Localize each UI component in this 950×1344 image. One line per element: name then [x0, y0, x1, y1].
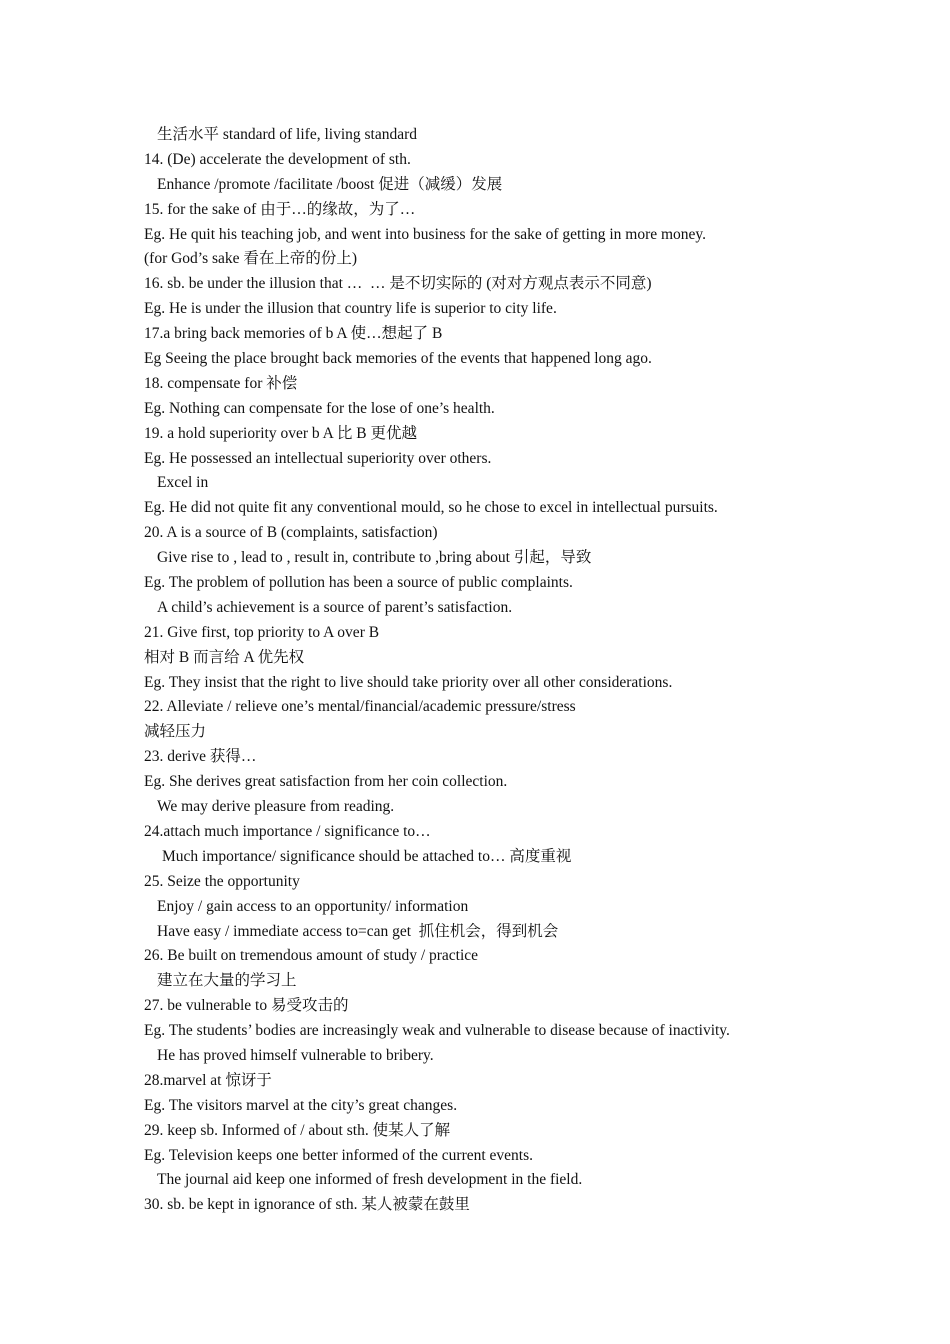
text-line: 17.a bring back memories of b A 使…想起了 B	[144, 325, 443, 343]
text-line: Eg. The visitors marvel at the city’s great changes.	[144, 1096, 458, 1114]
text-line: 19. a hold superiority over b A 比 B 更优越	[144, 424, 417, 442]
text-line: 建立在大量的学习上	[157, 972, 297, 990]
text-line: 18. compensate for 补偿	[144, 374, 298, 392]
text-line: Eg. Television keeps one better informed of the current events.	[144, 1146, 534, 1164]
text-line: He has proved himself vulnerable to bribery.	[157, 1046, 434, 1064]
text-line: 27. be vulnerable to 易受攻击的	[144, 997, 349, 1015]
text-line: Eg. He possessed an intellectual superiority over others.	[144, 449, 492, 467]
text-line: We may derive pleasure from reading.	[157, 798, 395, 816]
text-line: Excel in	[157, 474, 209, 492]
text-line: 24.attach much importance / significance to…	[144, 822, 431, 840]
text-line: 26. Be built on tremendous amount of study / practice	[144, 947, 479, 965]
text-line: Eg. She derives great satisfaction from her coin collection.	[144, 773, 508, 791]
text-line: Eg. They insist that the right to live should take priority over all other considerations.	[144, 673, 673, 691]
text-line: Much importance/ significance should be attached to… 高度重视	[162, 847, 572, 865]
document-body	[144, 123, 924, 1218]
text-line: 14. (De) accelerate the development of sth.	[144, 150, 411, 168]
text-line: 30. sb. be kept in ignorance of sth. 某人被蒙在鼓里	[144, 1196, 470, 1214]
text-line: Enhance /promote /facilitate /boost 促进（减缓）发展	[157, 175, 503, 193]
text-line: Give rise to , lead to , result in, contribute to ,bring about 引起，导致	[157, 549, 592, 567]
text-line: 减轻压力	[144, 723, 207, 741]
text-line: 16. sb. be under the illusion that … … 是不切实际的 (对对方观点表示不同意)	[144, 275, 652, 293]
text-line: Eg. He is under the illusion that country life is superior to city life.	[144, 300, 557, 318]
text-line: 15. for the sake of 由于…的缘故，为了…	[144, 200, 416, 218]
text-line: Have easy / immediate access to=can get 抓住机会，得到机会	[157, 922, 559, 940]
text-line: 29. keep sb. Informed of / about sth. 使某人了解	[144, 1121, 451, 1139]
text-line: 22. Alleviate / relieve one’s mental/financial/academic pressure/stress	[144, 698, 576, 716]
text-line: Enjoy / gain access to an opportunity/ information	[157, 897, 469, 915]
text-line: 25. Seize the opportunity	[144, 872, 300, 890]
text-line: 生活水平 standard of life, living standard	[157, 126, 418, 143]
text-line: 28.marvel at 惊讶于	[144, 1071, 272, 1089]
text-line: (for God’s sake 看在上帝的份上)	[144, 250, 358, 268]
text-line: 相对 B 而言给 A 优先权	[144, 648, 305, 666]
text-line: Eg Seeing the place brought back memories of the events that happened long ago.	[144, 350, 652, 368]
text-line: The journal aid keep one informed of fresh development in the field.	[157, 1171, 583, 1189]
text-line: 21. Give first, top priority to A over B	[144, 623, 380, 641]
text-line: Eg. The students’ bodies are increasingly weak and vulnerable to disease because of inactivity.	[144, 1022, 730, 1040]
text-line: Eg. He did not quite fit any conventional mould, so he chose to excel in intellectual pursuits.	[144, 499, 718, 517]
text-line: Eg. The problem of pollution has been a source of public complaints.	[144, 574, 573, 592]
text-line: 20. A is a source of B (complaints, satisfaction)	[144, 524, 438, 542]
text-line: 23. derive 获得…	[144, 748, 257, 766]
text-line: Eg. He quit his teaching job, and went into business for the sake of getting in more money.	[144, 225, 707, 243]
text-line: Eg. Nothing can compensate for the lose of one’s health.	[144, 399, 495, 417]
text-line: A child’s achievement is a source of parent’s satisfaction.	[157, 598, 513, 616]
